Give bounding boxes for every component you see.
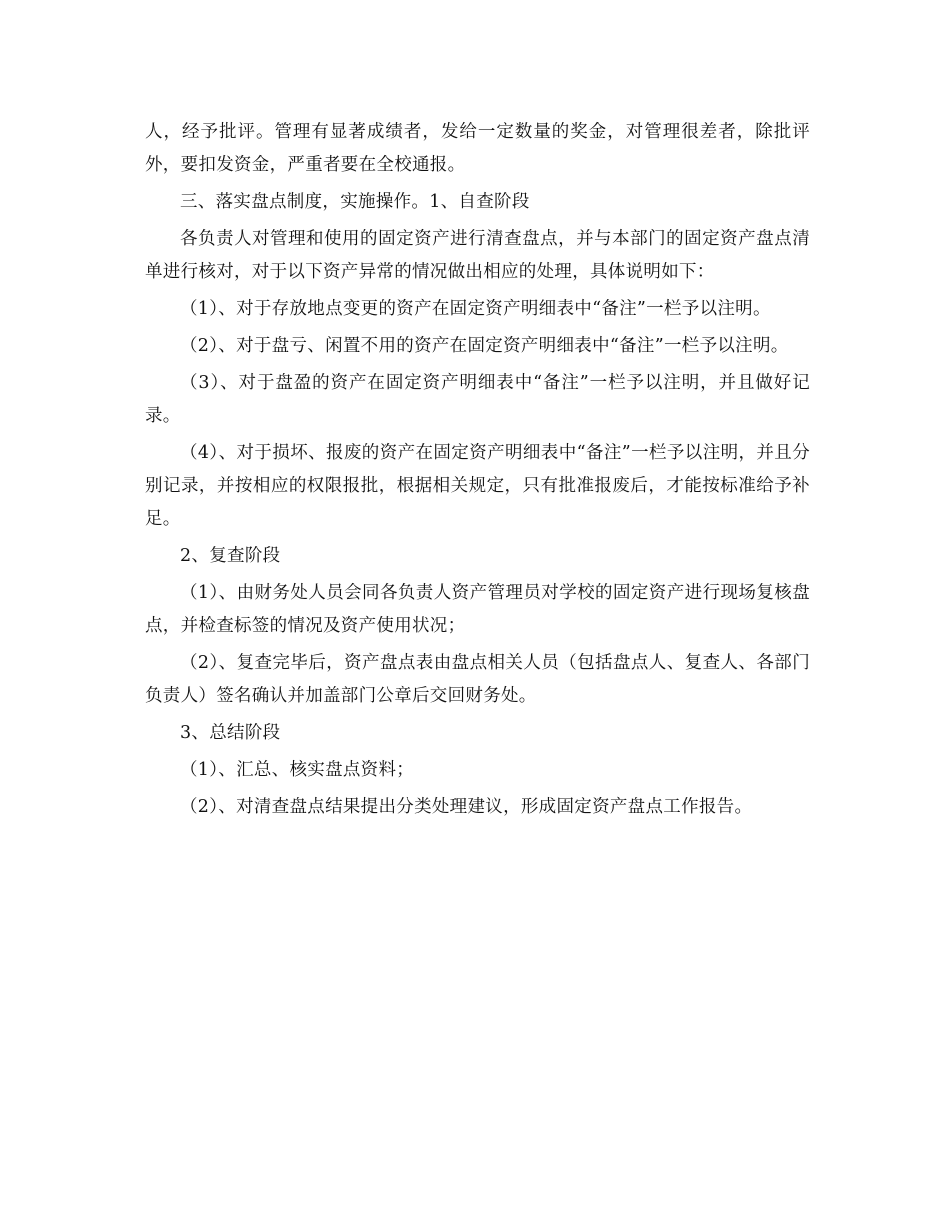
subheading-review-stage: 2、复查阶段 xyxy=(180,546,281,566)
document-body xyxy=(145,116,810,828)
review-item-1: （1）、由财务处人员会同各负责人资产管理员对学校的固定资产进行现场复核盘点，并检查标签的情况及资产使用状况； xyxy=(145,583,810,636)
subheading-summary-stage: 3、总结阶段 xyxy=(180,723,281,743)
paragraph-continuation: 人，经予批评。管理有显著成绩者，发给一定数量的奖金，对管理很差者，除批评外，要扣发资金，严重者要在全校通报。 xyxy=(145,122,810,175)
list-item-4: （4）、对于损坏、报废的资产在固定资产明细表中“备注”一栏予以注明，并且分别记录，并按相应的权限报批，根据相关规定，只有批准报废后，才能按标准给予补足。 xyxy=(145,443,810,529)
section-heading-3: 三、落实盘点制度，实施操作。1、自查阶段 xyxy=(180,192,530,212)
list-item-3: （3）、对于盘盈的资产在固定资产明细表中“备注”一栏予以注明，并且做好记录。 xyxy=(145,373,810,426)
paragraph-self-check: 各负责人对管理和使用的固定资产进行清查盘点，并与本部门的固定资产盘点清单进行核对，对于以下资产异常的情况做出相应的处理，具体说明如下： xyxy=(145,229,810,282)
summary-item-1: （1）、汇总、核实盘点资料； xyxy=(180,760,415,780)
review-item-2: （2）、复查完毕后，资产盘点表由盘点相关人员（包括盘点人、复查人、各部门负责人）签名确认并加盖部门公章后交回财务处。 xyxy=(145,653,810,706)
list-item-2: （2）、对于盘亏、闲置不用的资产在固定资产明细表中“备注”一栏予以注明。 xyxy=(180,336,789,356)
summary-item-2: （2）、对清查盘点结果提出分类处理建议，形成固定资产盘点工作报告。 xyxy=(180,797,753,817)
list-item-1: （1）、对于存放地点变更的资产在固定资产明细表中“备注”一栏予以注明。 xyxy=(180,299,771,319)
